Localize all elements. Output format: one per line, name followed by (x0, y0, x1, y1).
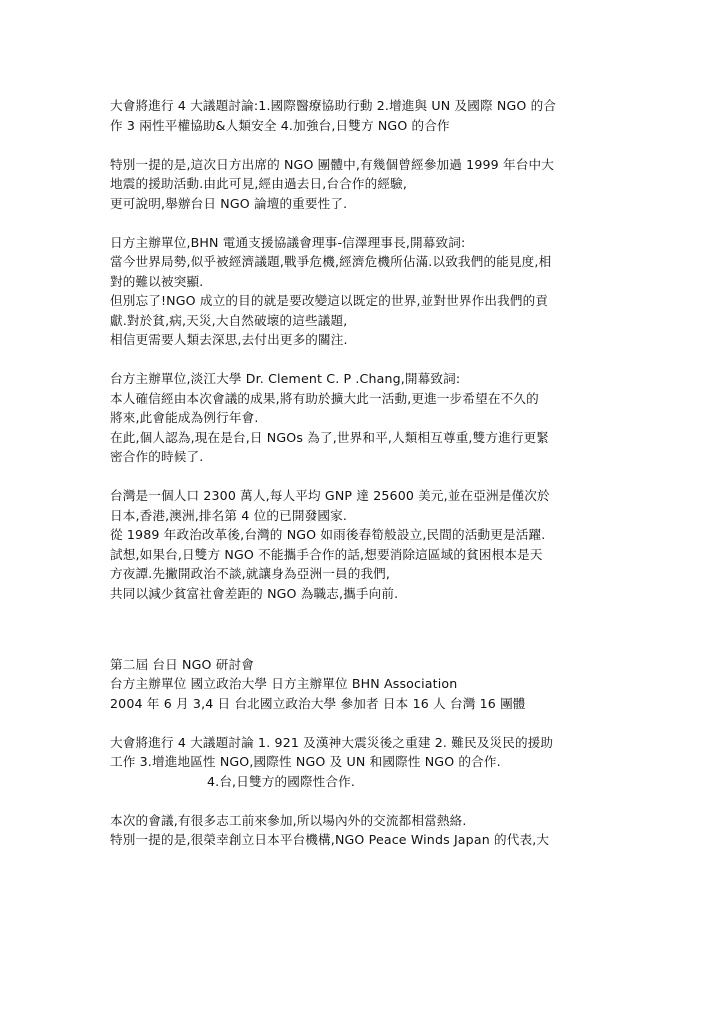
text-line: 作 3 兩性平權協助&人類安全 4.加強台,日雙方 NGO 的合作 (110, 117, 450, 133)
text-line: 本人確信經由本次會議的成果,將有助於擴大此一活動,更進一步希望在不久的 (110, 390, 539, 406)
text-line: 特別一提的是,這次日方出席的 NGO 團體中,有幾個曾經參加過 1999 年台中大 (110, 156, 554, 172)
paragraph-gap (110, 713, 630, 733)
paragraph-agenda-1 (110, 96, 630, 135)
paragraph-gap (110, 467, 630, 487)
text-line: 日本,香港,澳洲,排名第 4 位的已開發國家. (110, 507, 347, 523)
paragraph-gap (110, 635, 630, 655)
paragraph-taiwan-facts (110, 486, 630, 603)
section2-agenda (110, 733, 630, 792)
text-line: 相信更需要人類去深思,去付出更多的關注. (110, 332, 348, 347)
text-line: 台方主辦單位,淡江大學 Dr. Clement C. P .Chang,開幕致詞: (110, 371, 461, 386)
section-gap (110, 603, 630, 635)
text-line: 獻.對於貧,病,天災,大自然破壞的這些議題, (110, 312, 348, 328)
text-line: 密合作的時候了. (110, 449, 204, 464)
paragraph-earthquake (110, 155, 630, 214)
text-line: 地震的援助活動.由此可見,經由過去日,台合作的經驗, (110, 176, 407, 191)
text-line: 共同以減少貧富社會差距的 NGO 為職志,攜手向前. (110, 585, 399, 601)
paragraph-gap (110, 350, 630, 370)
text-line: 大會將進行 4 大議題討論 1. 921 及漢神大震災後之重建 2. 難民及災民的援助 (110, 734, 554, 750)
text-line: 從 1989 年政治改革後,台灣的 NGO 如雨後春筍般設立,民間的活動更是活躍. (110, 527, 546, 542)
text-line-indented: 4.台,日雙方的國際性合作. (207, 773, 356, 789)
text-line: 當今世界局勢,似乎被經濟議題,戰爭危機,經濟危機所佔滿.以致我們的能見度,相 (110, 254, 552, 269)
section-title: 第二屆 台日 NGO 研討會 (110, 656, 254, 672)
section2-closing (110, 811, 630, 850)
text-line: 對的難以被突顯. (110, 273, 204, 289)
paragraph-gap (110, 213, 630, 233)
text-line: 將來,此會能成為例行年會. (110, 410, 259, 425)
section2-header (110, 655, 630, 714)
text-line: 日方主辦單位,BHN 電通支援協議會理事-信澤理事長,開幕致詞: (110, 234, 466, 250)
text-line: 大會將進行 4 大議題討論:1.國際醫療協助行動 2.增進與 UN 及國際 NGO 的合 (110, 98, 557, 113)
text-line: 本次的會議,有很多志工前來參加,所以場內外的交流都相當熱絡. (110, 812, 467, 828)
text-line: 特別一提的是,很榮幸創立日本平台機構,NGO Peace Winds Japan 的代表,大 (110, 832, 550, 847)
text-line: 台灣是一個人口 2300 萬人,每人平均 GNP 達 25600 美元,並在亞洲是僅次於 (110, 488, 550, 503)
document-page (110, 96, 630, 850)
paragraph-gap (110, 791, 630, 811)
text-line: 2004 年 6 月 3,4 日 台北國立政治大學 參加者 日本 16 人 台灣 16 團體 (110, 695, 526, 711)
paragraph-japan-speech (110, 233, 630, 350)
paragraph-gap (110, 135, 630, 155)
text-line: 台方主辦單位 國立政治大學 日方主辦單位 BHN Association (110, 676, 458, 691)
text-line: 試想,如果台,日雙方 NGO 不能攜手合作的話,想要消除這區域的貧困根本是天 (110, 546, 543, 562)
text-line: 更可說明,舉辦台日 NGO 論壇的重要性了. (110, 195, 348, 211)
text-line: 方夜譚.先撇開政治不談,就讓身為亞洲一員的我們, (110, 566, 391, 581)
text-line: 在此,個人認為,現在是台,日 NGOs 為了,世界和平,人類相互尊重,雙方進行更緊 (110, 429, 550, 445)
text-line: 工作 3.增進地區性 NGO,國際性 NGO 及 UN 和國際性 NGO 的合作. (110, 754, 501, 769)
text-line: 但別忘了!NGO 成立的目的就是要改變這以既定的世界,並對世界作出我們的貢 (110, 293, 549, 308)
paragraph-taiwan-speech (110, 369, 630, 467)
